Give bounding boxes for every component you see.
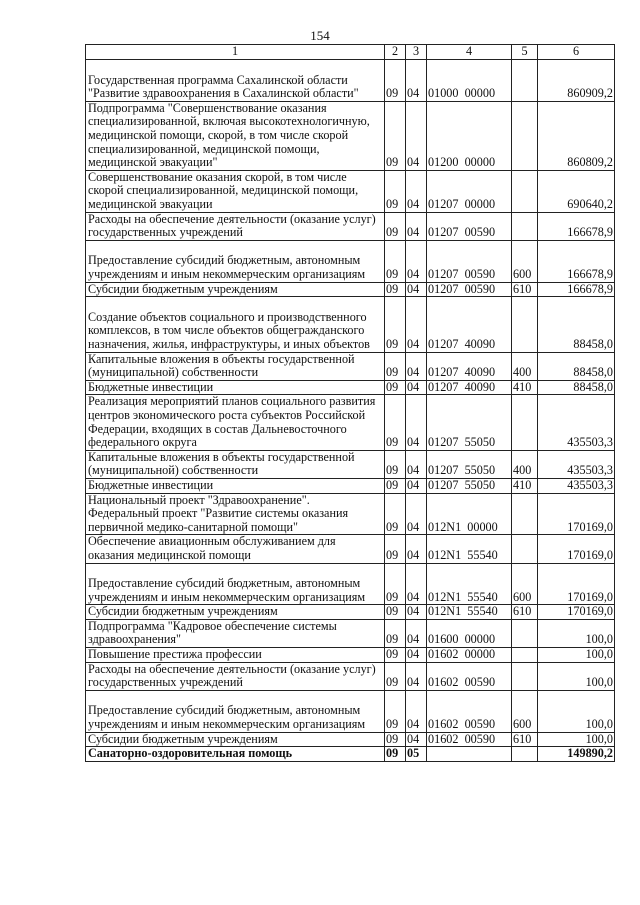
row-name: Бюджетные инвестиции bbox=[86, 478, 385, 493]
row-expense-type bbox=[512, 395, 538, 450]
row-target-article: 01207 55050 bbox=[427, 395, 512, 450]
row-name: Обеспечение авиационным обслуживанием для оказания медицинской помощи bbox=[86, 535, 385, 563]
row-amount: 170169,0 bbox=[538, 493, 615, 535]
row-subsection: 04 bbox=[406, 450, 427, 478]
row-section: 09 bbox=[385, 297, 406, 352]
row-section: 09 bbox=[385, 60, 406, 102]
row-amount: 100,0 bbox=[538, 690, 615, 732]
row-target-article: 01207 00000 bbox=[427, 170, 512, 212]
row-subsection: 04 bbox=[406, 212, 427, 240]
budget-table bbox=[85, 44, 615, 762]
row-amount: 88458,0 bbox=[538, 297, 615, 352]
row-target-article: 012N1 55540 bbox=[427, 563, 512, 605]
row-subsection: 04 bbox=[406, 732, 427, 747]
row-subsection: 05 bbox=[406, 747, 427, 762]
row-amount: 690640,2 bbox=[538, 170, 615, 212]
table-row bbox=[86, 478, 615, 493]
table-row bbox=[86, 662, 615, 690]
row-target-article: 01207 55050 bbox=[427, 478, 512, 493]
row-amount: 170169,0 bbox=[538, 535, 615, 563]
row-target-article: 01602 00000 bbox=[427, 648, 512, 663]
row-section: 09 bbox=[385, 380, 406, 395]
row-subsection: 04 bbox=[406, 648, 427, 663]
row-expense-type bbox=[512, 212, 538, 240]
row-name: Бюджетные инвестиции bbox=[86, 380, 385, 395]
table-row bbox=[86, 297, 615, 352]
row-expense-type bbox=[512, 101, 538, 170]
row-target-article: 01207 40090 bbox=[427, 297, 512, 352]
table-row bbox=[86, 619, 615, 647]
row-subsection: 04 bbox=[406, 493, 427, 535]
row-name: Предоставление субсидий бюджетным, автономным учреждениям и иным некоммерческим организациям bbox=[86, 690, 385, 732]
row-name: Подпрограмма "Кадровое обеспечение системы здравоохранения" bbox=[86, 619, 385, 647]
row-section: 09 bbox=[385, 662, 406, 690]
row-amount: 166678,9 bbox=[538, 240, 615, 282]
row-name: Расходы на обеспечение деятельности (оказание услуг) государственных учреждений bbox=[86, 662, 385, 690]
header-col-2: 2 bbox=[385, 45, 406, 60]
table-row bbox=[86, 240, 615, 282]
row-subsection: 04 bbox=[406, 380, 427, 395]
header-col-4: 4 bbox=[427, 45, 512, 60]
row-subsection: 04 bbox=[406, 662, 427, 690]
row-section: 09 bbox=[385, 605, 406, 620]
row-name: Повышение престижа профессии bbox=[86, 648, 385, 663]
table-row bbox=[86, 535, 615, 563]
row-name: Капитальные вложения в объекты государственной (муниципальной) собственности bbox=[86, 352, 385, 380]
table-row bbox=[86, 605, 615, 620]
table-header-row bbox=[86, 45, 615, 60]
row-expense-type bbox=[512, 170, 538, 212]
row-subsection: 04 bbox=[406, 690, 427, 732]
header-col-1: 1 bbox=[86, 45, 385, 60]
row-section: 09 bbox=[385, 352, 406, 380]
row-section: 09 bbox=[385, 493, 406, 535]
row-target-article: 01207 55050 bbox=[427, 450, 512, 478]
row-subsection: 04 bbox=[406, 240, 427, 282]
row-expense-type: 610 bbox=[512, 605, 538, 620]
row-section: 09 bbox=[385, 282, 406, 297]
table-row bbox=[86, 170, 615, 212]
row-target-article: 012N1 55540 bbox=[427, 535, 512, 563]
row-section: 09 bbox=[385, 170, 406, 212]
row-amount: 88458,0 bbox=[538, 352, 615, 380]
row-name: Субсидии бюджетным учреждениям bbox=[86, 282, 385, 297]
row-amount: 860909,2 bbox=[538, 60, 615, 102]
row-section: 09 bbox=[385, 648, 406, 663]
row-subsection: 04 bbox=[406, 352, 427, 380]
row-amount: 100,0 bbox=[538, 662, 615, 690]
row-target-article: 01600 00000 bbox=[427, 619, 512, 647]
row-expense-type bbox=[512, 493, 538, 535]
table-row bbox=[86, 352, 615, 380]
table-row bbox=[86, 380, 615, 395]
row-target-article: 01200 00000 bbox=[427, 101, 512, 170]
row-expense-type bbox=[512, 535, 538, 563]
row-name: Субсидии бюджетным учреждениям bbox=[86, 732, 385, 747]
row-name: Предоставление субсидий бюджетным, автономным учреждениям и иным некоммерческим организациям bbox=[86, 563, 385, 605]
row-amount: 100,0 bbox=[538, 648, 615, 663]
row-name: Расходы на обеспечение деятельности (оказание услуг) государственных учреждений bbox=[86, 212, 385, 240]
page-number: 154 bbox=[310, 28, 330, 43]
row-expense-type: 600 bbox=[512, 563, 538, 605]
row-section: 09 bbox=[385, 450, 406, 478]
row-target-article: 01207 00590 bbox=[427, 240, 512, 282]
row-expense-type bbox=[512, 662, 538, 690]
table-row bbox=[86, 101, 615, 170]
row-name: Совершенствование оказания скорой, в том числе скорой специализированной, медицинской помощи, медицинской эвакуации bbox=[86, 170, 385, 212]
row-expense-type bbox=[512, 297, 538, 352]
header-col-6: 6 bbox=[538, 45, 615, 60]
row-amount: 149890,2 bbox=[538, 747, 615, 762]
header-col-3: 3 bbox=[406, 45, 427, 60]
table-row bbox=[86, 60, 615, 102]
row-expense-type bbox=[512, 747, 538, 762]
row-section: 09 bbox=[385, 619, 406, 647]
row-amount: 435503,3 bbox=[538, 395, 615, 450]
row-expense-type: 600 bbox=[512, 240, 538, 282]
row-name: Санаторно-оздоровительная помощь bbox=[86, 747, 385, 762]
row-target-article bbox=[427, 747, 512, 762]
row-section: 09 bbox=[385, 563, 406, 605]
row-section: 09 bbox=[385, 212, 406, 240]
table-row bbox=[86, 282, 615, 297]
table-row bbox=[86, 747, 615, 762]
row-section: 09 bbox=[385, 240, 406, 282]
row-amount: 860809,2 bbox=[538, 101, 615, 170]
table-row bbox=[86, 212, 615, 240]
row-section: 09 bbox=[385, 478, 406, 493]
row-subsection: 04 bbox=[406, 563, 427, 605]
row-expense-type: 600 bbox=[512, 690, 538, 732]
row-section: 09 bbox=[385, 732, 406, 747]
row-target-article: 01602 00590 bbox=[427, 662, 512, 690]
row-subsection: 04 bbox=[406, 60, 427, 102]
row-subsection: 04 bbox=[406, 619, 427, 647]
row-amount: 170169,0 bbox=[538, 605, 615, 620]
row-name: Создание объектов социального и производственного комплексов, в том числе объектов общегражданского назначения, жилья, инфраструктуры, и иных объектов bbox=[86, 297, 385, 352]
row-name: Капитальные вложения в объекты государственной (муниципальной) собственности bbox=[86, 450, 385, 478]
row-subsection: 04 bbox=[406, 282, 427, 297]
table-row bbox=[86, 648, 615, 663]
row-name: Реализация мероприятий планов социального развития центров экономического роста субъектов Российской Федерации, входящих в состав Дальневосточного федерального округа bbox=[86, 395, 385, 450]
row-target-article: 01207 40090 bbox=[427, 352, 512, 380]
row-name: Подпрограмма "Совершенствование оказания специализированной, включая высокотехнологичную, медицинской помощи, скорой, в том числе скорой специализированной, медицинской помощи, медицинской эвакуации" bbox=[86, 101, 385, 170]
row-subsection: 04 bbox=[406, 170, 427, 212]
row-amount: 435503,3 bbox=[538, 450, 615, 478]
header-col-5: 5 bbox=[512, 45, 538, 60]
row-expense-type: 400 bbox=[512, 450, 538, 478]
row-amount: 170169,0 bbox=[538, 563, 615, 605]
table-row bbox=[86, 690, 615, 732]
row-subsection: 04 bbox=[406, 605, 427, 620]
row-target-article: 01207 00590 bbox=[427, 212, 512, 240]
row-expense-type: 410 bbox=[512, 380, 538, 395]
row-expense-type bbox=[512, 60, 538, 102]
row-name: Государственная программа Сахалинской области "Развитие здравоохранения в Сахалинской области" bbox=[86, 60, 385, 102]
row-subsection: 04 bbox=[406, 101, 427, 170]
row-target-article: 012N1 55540 bbox=[427, 605, 512, 620]
row-target-article: 012N1 00000 bbox=[427, 493, 512, 535]
row-amount: 88458,0 bbox=[538, 380, 615, 395]
row-amount: 100,0 bbox=[538, 619, 615, 647]
row-section: 09 bbox=[385, 395, 406, 450]
row-target-article: 01000 00000 bbox=[427, 60, 512, 102]
row-name: Предоставление субсидий бюджетным, автономным учреждениям и иным некоммерческим организациям bbox=[86, 240, 385, 282]
table-row bbox=[86, 450, 615, 478]
table-row bbox=[86, 493, 615, 535]
row-amount: 166678,9 bbox=[538, 282, 615, 297]
row-expense-type: 610 bbox=[512, 282, 538, 297]
row-section: 09 bbox=[385, 747, 406, 762]
row-target-article: 01602 00590 bbox=[427, 690, 512, 732]
row-expense-type bbox=[512, 619, 538, 647]
row-target-article: 01602 00590 bbox=[427, 732, 512, 747]
row-name: Национальный проект "Здравоохранение". Федеральный проект "Развитие системы оказания первичной медико-санитарной помощи" bbox=[86, 493, 385, 535]
row-section: 09 bbox=[385, 101, 406, 170]
row-subsection: 04 bbox=[406, 535, 427, 563]
row-name: Субсидии бюджетным учреждениям bbox=[86, 605, 385, 620]
row-amount: 100,0 bbox=[538, 732, 615, 747]
row-subsection: 04 bbox=[406, 478, 427, 493]
row-section: 09 bbox=[385, 690, 406, 732]
table-row bbox=[86, 732, 615, 747]
row-expense-type: 410 bbox=[512, 478, 538, 493]
row-target-article: 01207 00590 bbox=[427, 282, 512, 297]
row-expense-type: 610 bbox=[512, 732, 538, 747]
row-section: 09 bbox=[385, 535, 406, 563]
row-subsection: 04 bbox=[406, 297, 427, 352]
row-expense-type: 400 bbox=[512, 352, 538, 380]
row-expense-type bbox=[512, 648, 538, 663]
row-subsection: 04 bbox=[406, 395, 427, 450]
row-amount: 435503,3 bbox=[538, 478, 615, 493]
table-row bbox=[86, 395, 615, 450]
row-amount: 166678,9 bbox=[538, 212, 615, 240]
row-target-article: 01207 40090 bbox=[427, 380, 512, 395]
table-row bbox=[86, 563, 615, 605]
